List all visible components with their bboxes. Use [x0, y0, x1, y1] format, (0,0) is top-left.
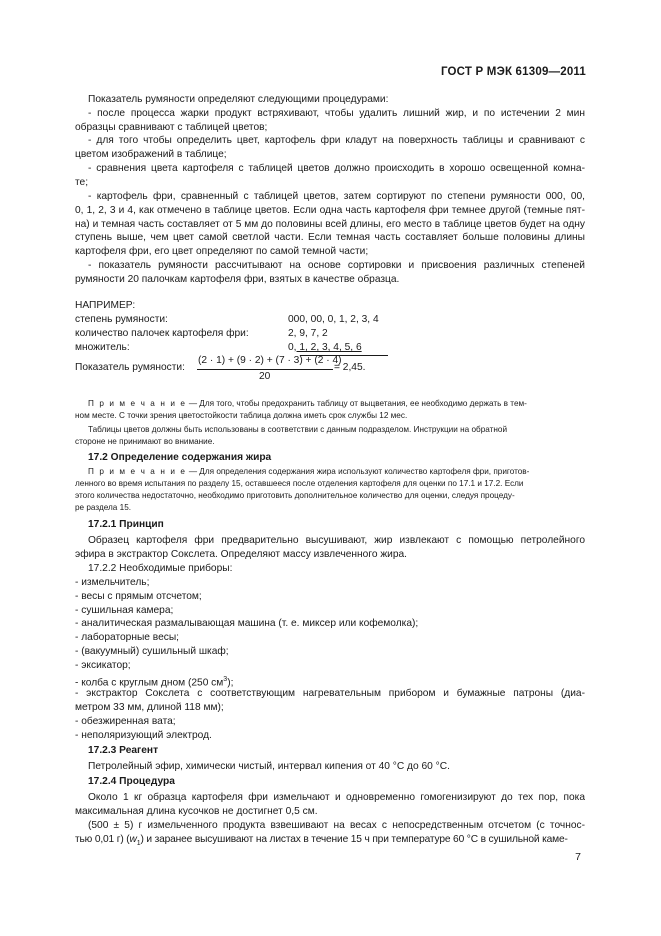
text-line: 0, 1, 2, 3 и 4, как отмечено в таблице цветов. Если одна часть картофеля фри темнее другой (темные пят- [75, 205, 585, 216]
text-line: румяности 20 палочкам картофеля фри, взятых в качестве образца. [75, 274, 400, 285]
note-line: этого количества недостаточно, необходимо приготовить дополнительное количество для оценки, следуя процеду- [75, 491, 515, 500]
page-number: 7 [575, 851, 581, 863]
list-item: - сушильная камера; [75, 605, 174, 616]
text-line: образцы сравнивают с таблицей цветов; [75, 122, 268, 133]
list-item: - неполяризующий электрод. [75, 730, 212, 741]
text-line: Петролейный эфир, химически чистый, интервал кипения от 40 °С до 60 °С. [88, 761, 450, 772]
text-line: Показатель румяности определяют следующими процедурами: [88, 94, 389, 105]
example-value: 000, 00, 0, 1, 2, 3, 4 [288, 314, 379, 325]
list-item: метром 33 мм, длиной 118 мм); [75, 702, 224, 713]
list-item: - весы с прямым отсчетом; [75, 591, 202, 602]
text-line: - картофель фри, сравненный с таблицей цветов, затем сортируют по степени румяности 000, 00, [88, 191, 585, 202]
text-line: - сравнения цвета картофеля с таблицей цветов должно происходить в хорошо освещенной комна- [88, 163, 585, 174]
text-line: - для того чтобы определить цвет, картофель фри кладут на поверхность таблицы и сравнивают с [88, 135, 585, 146]
note-word: П р и м е ч а н и е [88, 399, 187, 408]
text-line: Образец картофеля фри предварительно высушивают, жир извлекают с помощью петролейного [88, 535, 585, 546]
note-text: — Для того, чтобы предохранить таблицу от выцветания, ее необходимо держать в тем- [186, 399, 527, 408]
symbol-w: w [129, 834, 137, 845]
text-line: - после процесса жарки продукт встряхивают, чтобы удалить лишний жир, и по истечении 2 мин [88, 108, 585, 119]
example-label: количество палочек картофеля фри: [75, 328, 249, 339]
example-value: 2, 9, 7, 2 [288, 328, 328, 339]
text-line: - показатель румяности рассчитывают на основе сортировки и присвоения различных степеней [88, 260, 585, 271]
section-heading: 17.2.3 Реагент [88, 745, 159, 756]
text-line: картофеля фри, его цвет определяют по самой темной части; [75, 246, 369, 257]
flask-text: - колба с круглым дном (250 см [75, 677, 224, 689]
formula-numerator: (2 · 1) + (9 · 2) + (7 · 3) + (2 · 4) [198, 355, 342, 366]
section-heading: 17.2.2 Необходимые приборы: [88, 563, 233, 574]
list-item: - лабораторные весы; [75, 632, 179, 643]
note-text: — Для определения содержания жира используют количество картофеля фри, приготов- [186, 467, 530, 476]
list-item: - эксикатор; [75, 660, 131, 671]
note-line [88, 398, 585, 410]
text-fragment: тью 0,01 г) ( [75, 834, 130, 845]
list-item: - аналитическая размалывающая машина (т. е. миксер или кофемолка); [75, 618, 419, 629]
example-value-underlined: 1, 2, 3, 4, 5, 6 [296, 342, 362, 353]
text-line: те; [75, 177, 89, 188]
example-title: НАПРИМЕР: [75, 300, 136, 311]
note-line: ре раздела 15. [75, 503, 132, 512]
subscript: 1 [136, 840, 141, 848]
text-line [75, 833, 585, 851]
section-heading: 17.2.1 Принцип [88, 519, 164, 530]
note-line [88, 466, 585, 478]
text-line: эфира в экстрактор Сокслета. Определяют массу извлеченного жира. [75, 549, 407, 560]
section-heading: 17.2.4 Процедура [88, 776, 175, 787]
text-line: Около 1 кг образца картофеля фри измельчают и одновременно гомогенизируют до тех пор, пока [88, 792, 585, 803]
text-line: (500 ± 5) г измельченного продукта взвешивают на весах с непосредственным отсчетом (с точнос- [88, 820, 585, 831]
list-item: - измельчитель; [75, 577, 150, 588]
text-fragment: ) и заранее высушивают на листах в течение 15 ч при температуре 60 °С в сушильной каме- [140, 834, 568, 845]
list-item: - экстрактор Сокслета с соответствующим нагревательным прибором и бумажные патроны (диа- [75, 688, 585, 699]
formula-denominator: 20 [259, 371, 271, 382]
text-line: максимальная длина кусочков не достигнет 0,5 см. [75, 806, 318, 817]
list-item: - обезжиренная вата; [75, 716, 176, 727]
note-word: П р и м е ч а н и е [88, 467, 187, 476]
superscript: 3 [223, 676, 228, 683]
flask-end: ); [227, 677, 234, 689]
standard-header: ГОСТ Р МЭК 61309—2011 [440, 66, 586, 78]
text-line: ступень выше, чем цвет самой светлой части. Если темная часть составляет больше половины длины [75, 232, 585, 243]
formula-label: Показатель румяности: [75, 362, 185, 373]
note-line: стороне не принимают во внимание. [75, 437, 215, 446]
section-heading: 17.2 Определение содержания жира [88, 452, 272, 463]
note-line: ном месте. С точки зрения цветостойкости таблица должна иметь срок службы 12 мес. [75, 411, 408, 420]
example-label: степень румяности: [75, 314, 168, 325]
example-value [288, 341, 362, 355]
note-line: ленного во время испытания по разделу 15, оставшееся после отделения картофеля для оценки по 17.1 и 17.2. Если [75, 479, 524, 488]
formula-result: = 2,45. [334, 362, 366, 373]
example-label: множитель: [75, 342, 130, 353]
text-line: цветом изображений в таблице; [75, 149, 227, 160]
fraction-bar [197, 369, 333, 370]
note-line: Таблицы цветов должны быть использованы в соответствии с данным подразделом. Инструкции на обратной [88, 425, 508, 434]
text-line: на) и темная часть составляет от 5 мм до половины всей длины, его место в таблице цветов будет на одну [75, 219, 585, 230]
list-item: - (вакуумный) сушильный шкаф; [75, 646, 229, 657]
example-value-prefix: 0, [288, 342, 297, 353]
